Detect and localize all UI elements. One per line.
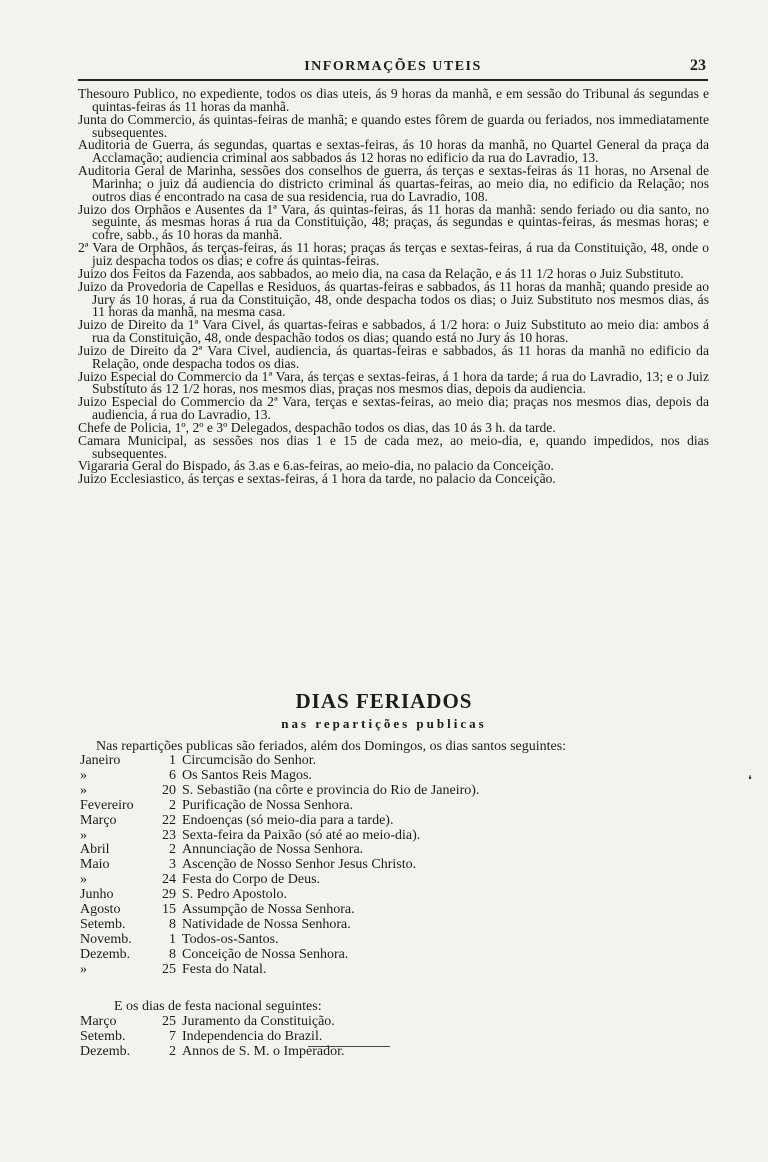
holiday-name: S. Pedro Apostolo. xyxy=(182,887,288,903)
holiday-month: Janeiro xyxy=(80,753,121,768)
page-number: 23 xyxy=(690,57,706,74)
office-entry: Juizo dos Orphãos e Ausentes da 1ª Vara, ás quintas-feiras, ás 11 horas da manhã: sendo feriado ou dia santo, no seguinte, ás mesmas horas á rua da Constituição, 48; praças, ás segundas e quintas-feiras, ás mesmas horas; e cofre, sabb., ás 10 horas da manhã. xyxy=(78,201,709,243)
holiday-name: Todos-os-Santos. xyxy=(182,931,279,947)
national-holiday-list xyxy=(80,1000,640,1060)
holiday-row xyxy=(80,799,640,814)
holiday-month: Junho xyxy=(80,887,114,903)
holiday-day: 8 xyxy=(169,916,176,932)
holiday-day: 15 xyxy=(162,902,176,918)
holiday-day: 29 xyxy=(162,887,176,903)
holiday-name: Purificação de Nossa Senhora. xyxy=(182,797,354,813)
holidays-subtitle: nas repartições publicas xyxy=(281,716,487,731)
holiday-month: Fevereiro xyxy=(80,797,134,813)
office-hours-list xyxy=(78,88,709,486)
holiday-name: Sexta-feira da Paixão (só até ao meio-dia). xyxy=(182,827,421,843)
holiday-row xyxy=(80,948,640,963)
holiday-month: Dezemb. xyxy=(80,946,131,962)
holiday-day: 23 xyxy=(162,827,176,843)
office-entry: Juizo Especial do Commercio da 1ª Vara, ás terças e sextas-feiras, á 1 hora da tarde; á rua do Lavradio, 13; e o Juiz Substituto ás 12 1/2 horas, nos mesmos dias, praças nos mesmos dias, depois da audiencia. xyxy=(78,368,709,397)
holiday-day: 2 xyxy=(169,1043,176,1059)
office-entry: 2ª Vara de Orphãos, ás terças-feiras, ás 11 horas; praças ás terças e sextas-feiras, á rua da Constituição, 48, onde o juiz despacha todos os dias; e cofre ás quintas-feiras. xyxy=(78,240,709,268)
holiday-row xyxy=(80,918,640,933)
holiday-day: 25 xyxy=(162,961,176,977)
holiday-name: Circumcisão do Senhor. xyxy=(182,753,317,768)
holiday-day: 7 xyxy=(169,1028,176,1044)
holiday-name: Endoenças (só meio-dia para a tarde). xyxy=(182,812,394,828)
office-entry: Juizo de Direito da 2ª Vara Civel, audiencia, ás quartas-feiras e sabbados, ás 11 horas da manhã no edificio da Relação, onde despacha todos os dias. xyxy=(78,342,709,371)
holiday-day: 1 xyxy=(169,931,176,947)
holiday-day: 2 xyxy=(169,842,176,858)
holiday-month: Setemb. xyxy=(80,1028,126,1044)
holiday-name: Juramento da Constituição. xyxy=(182,1013,335,1029)
holiday-day: 1 xyxy=(169,753,176,768)
holiday-row xyxy=(80,1015,640,1030)
holiday-name: Annunciação de Nossa Senhora. xyxy=(182,842,364,858)
holiday-day: 20 xyxy=(162,782,176,798)
holiday-month: Novemb. xyxy=(80,931,132,947)
holiday-month: » xyxy=(80,961,87,977)
holiday-row xyxy=(80,754,640,769)
holiday-row xyxy=(80,963,640,978)
header-title: INFORMAÇÕES UTEIS xyxy=(304,59,482,74)
holiday-day: 25 xyxy=(162,1013,176,1029)
holiday-month: Setemb. xyxy=(80,916,126,932)
holiday-name: Festa do Corpo de Deus. xyxy=(182,872,321,888)
office-entry: Camara Municipal, as sessões nos dias 1 e 15 de cada mez, ao meio-dia, e, quando impedidos, nos dias subsequentes. xyxy=(78,432,709,461)
office-entry: Chefe de Policia, 1º, 2º e 3º Delegados, despachão todos os dias, das 10 ás 3 h. da tarde. xyxy=(78,419,556,435)
holiday-month: » xyxy=(80,782,87,798)
office-entry: Juizo da Provedoria de Capellas e Residuos, ás quartas-feiras e sabbados, ás 11 horas da manhã; quando preside ao Jury ás 10 horas, á rua da Constituição, 48, onde despacha todos os dias; o Juiz Substituto nos mesmos dias, ás 11 horas da manhã, na mesma casa. xyxy=(78,278,709,320)
holiday-name: Independencia do Brazil. xyxy=(182,1028,323,1044)
holidays-title: DIAS FERIADOS xyxy=(295,689,473,713)
office-entry: Thesouro Publico, no expediente, todos os dias uteis, ás 9 horas da manhã, e em sessão do Tribunal ás segundas e quintas-feiras ás 11 horas da manhã. xyxy=(78,86,709,114)
office-entry: Auditoria de Guerra, ás segundas, quartas e sextas-feiras, ás 10 horas da manhã, no Quartel General da praça da Acclamação; audiencia criminal aos sabbados ás 12 horas no edificio da rua do Lavradio, 13. xyxy=(78,137,709,166)
holiday-month: Agosto xyxy=(80,902,121,918)
holiday-month: » xyxy=(80,827,87,843)
holiday-row xyxy=(80,933,640,948)
office-entry: Auditoria Geral de Marinha, sessões dos conselhos de guerra, ás terças e sextas-feiras ás 11 horas, no Arsenal de Marinha; o juiz dá audiencia do districto criminal ás quartas-feiras, ao meio dia, no edificio da Relação; nos outros dias é encontrado na casa de sua residencia, rua do Lavradio, 108. xyxy=(78,163,709,204)
holiday-name: Natividade de Nossa Senhora. xyxy=(182,916,351,932)
holiday-month: Abril xyxy=(80,842,110,858)
holiday-row xyxy=(80,784,640,799)
holiday-name: S. Sebastião (na côrte e provincia do Rio de Janeiro). xyxy=(182,782,480,798)
holiday-row xyxy=(80,769,640,784)
holiday-name: Festa do Natal. xyxy=(182,961,267,977)
office-entry: Juizo dos Feitos da Fazenda, aos sabbados, ao meio dia, na casa da Relação, e ás 11 1/2 horas o Juiz Substituto. xyxy=(78,265,684,281)
office-entry: Juizo Ecclesiastico, ás terças e sextas-feiras, á 1 hora da tarde, no palacio da Conceição. xyxy=(78,471,556,487)
holiday-month: Março xyxy=(80,1013,117,1029)
running-header xyxy=(78,59,708,81)
holiday-row xyxy=(80,873,640,888)
holidays-intro: Nas repartições publicas são feriados, além dos Domingos, os dias santos seguintes: xyxy=(96,739,567,754)
office-entry: Juizo Especial do Commercio da 2ª Vara, terças e sextas-feiras, ao meio dia; praças nos mesmos dias, depois da audiencia, á rua do Lavradio, 13. xyxy=(78,394,709,423)
holiday-month: Dezemb. xyxy=(80,1043,131,1059)
office-entry: Vigararia Geral do Bispado, ás 3.as e 6.as-feiras, ao meio-dia, no palacio da Conceição. xyxy=(78,458,554,474)
margin-mark: ❛ xyxy=(748,773,752,787)
holiday-day: 3 xyxy=(169,857,176,873)
holiday-name: Os Santos Reis Magos. xyxy=(182,767,312,783)
holiday-name: Annos de S. M. o Imperador. xyxy=(182,1043,345,1059)
holiday-month: » xyxy=(80,767,87,783)
office-entry: Juizo de Direito da 1ª Vara Civel, ás quartas-feiras e sabbados, á 1/2 hora: o Juiz Substituto ao meio dia: ambos á rua da Constituição, 48, onde despachão todos os dias; quando está no Jury ás 10 horas. xyxy=(78,317,709,346)
holiday-name: Ascenção de Nosso Senhor Jesus Christo. xyxy=(182,857,417,873)
holiday-row xyxy=(80,814,640,829)
holiday-row xyxy=(80,858,640,873)
closing-rule xyxy=(308,1046,390,1047)
holiday-day: 22 xyxy=(162,812,176,828)
office-entry: Junta do Commercio, ás quintas-feiras de manhã; e quando estes fôrem de guarda ou feriados, nos immediatamente subsequentes. xyxy=(78,111,709,140)
holiday-list xyxy=(80,754,640,978)
holiday-day: 2 xyxy=(169,797,176,813)
holiday-row xyxy=(80,843,640,858)
holiday-month: Maio xyxy=(80,857,110,873)
holiday-row xyxy=(80,1030,640,1045)
holiday-day: 8 xyxy=(169,946,176,962)
holiday-name: Assumpção de Nossa Senhora. xyxy=(182,902,355,918)
holiday-name: Conceição de Nossa Senhora. xyxy=(182,946,349,962)
holiday-row xyxy=(80,888,640,903)
holiday-month: » xyxy=(80,872,87,888)
holiday-day: 24 xyxy=(162,872,176,888)
holiday-month: Março xyxy=(80,812,117,828)
holiday-day: 6 xyxy=(169,767,176,783)
national-intro: E os dias de festa nacional seguintes: xyxy=(114,999,322,1014)
holiday-row xyxy=(80,903,640,918)
holiday-row xyxy=(80,829,640,844)
